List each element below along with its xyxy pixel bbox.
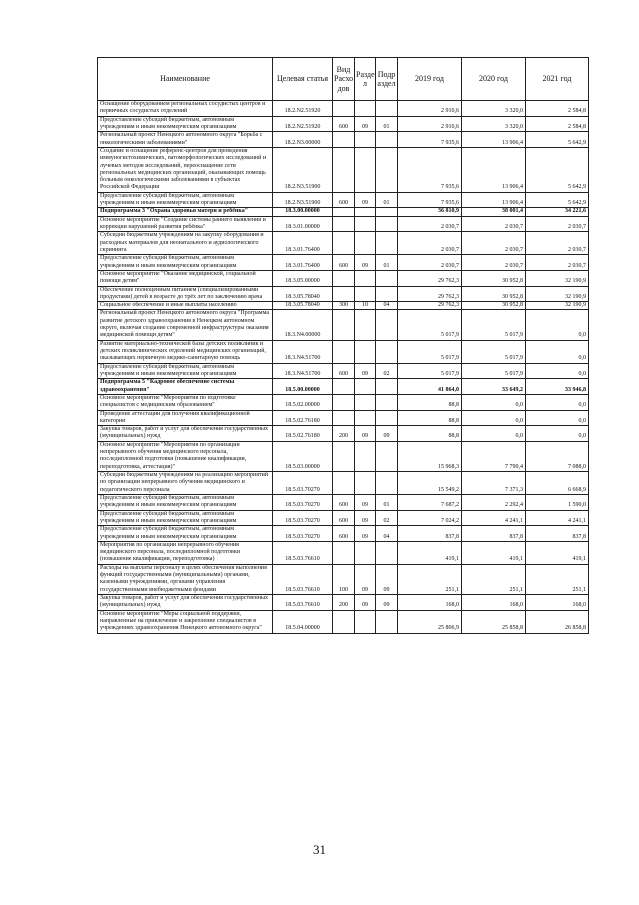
- row-subsection: 01: [376, 494, 398, 510]
- row-expense-type: 600: [333, 192, 355, 208]
- row-value-2019: 41 864,0: [398, 379, 462, 395]
- row-section: 09: [355, 192, 376, 208]
- row-section: [355, 394, 376, 410]
- row-expense-type: [333, 310, 355, 340]
- row-section: 09: [355, 510, 376, 526]
- header-subsection: Подр аздел: [376, 58, 398, 101]
- row-code: 18.3.01.76400: [273, 232, 333, 255]
- row-name: Закупка товаров, работ и услуг для обеспечения государственных (муниципальных) нужд: [98, 426, 273, 442]
- row-code: 18.3.05.00000: [273, 270, 333, 286]
- row-value-2019: 5 017,9: [398, 310, 462, 340]
- row-name: Создание и оснащение референс-центров для проведения иммуногистохимических, патоморфологических исследований и лучевых методов исследований, переоснащение сети региональных медицинских организаций, оказывающих помощь больным онкологическими заболеваниями в субъектах Российской Федерации: [98, 147, 273, 192]
- row-name: Развитие материально-технической базы детских поликлиник и детских поликлинических отделений медицинских организаций, оказывающих первичную медико-санитарную помощь: [98, 340, 273, 363]
- row-value-2019: 251,1: [398, 564, 462, 594]
- row-expense-type: [333, 208, 355, 216]
- row-value-2019: 2 910,6: [398, 101, 462, 117]
- row-value-2019: 419,1: [398, 541, 462, 564]
- row-section: [355, 208, 376, 216]
- row-value-2021: 419,1: [526, 541, 589, 564]
- row-subsection: [376, 441, 398, 471]
- row-value-2021: 0,0: [526, 394, 589, 410]
- table-row: [98, 610, 589, 633]
- row-subsection: [376, 132, 398, 148]
- row-value-2020: 30 952,8: [462, 286, 526, 302]
- row-subsection: [376, 410, 398, 426]
- row-expense-type: 600: [333, 363, 355, 379]
- row-expense-type: [333, 441, 355, 471]
- row-value-2019: 29 762,3: [398, 286, 462, 302]
- row-subsection: [376, 147, 398, 192]
- header-year-2021: 2021 год: [526, 58, 589, 101]
- row-subsection: 09: [376, 426, 398, 442]
- row-code: 18.3.N4.51700: [273, 340, 333, 363]
- row-subsection: [376, 286, 398, 302]
- row-code: 18.5.03.76610: [273, 564, 333, 594]
- table-row: [98, 541, 589, 564]
- row-value-2019: 25 806,9: [398, 610, 462, 633]
- row-section: [355, 310, 376, 340]
- row-value-2019: 837,8: [398, 526, 462, 542]
- table-row: [98, 426, 589, 442]
- row-value-2019: 29 762,3: [398, 302, 462, 310]
- row-subsection: [376, 216, 398, 232]
- row-code: 18.5.03.70270: [273, 526, 333, 542]
- row-section: [355, 379, 376, 395]
- table-row: [98, 255, 589, 271]
- row-value-2020: 4 241,1: [462, 510, 526, 526]
- row-name: Мероприятия по организации непрерывного обучения медицинского персонала, последипломной подготовки (повышение квалификации, переподготовка): [98, 541, 273, 564]
- row-value-2020: 2 030,7: [462, 232, 526, 255]
- table-row: [98, 216, 589, 232]
- row-section: 10: [355, 302, 376, 310]
- row-subsection: 02: [376, 363, 398, 379]
- row-subsection: 09: [376, 595, 398, 611]
- row-value-2019: 88,8: [398, 426, 462, 442]
- row-value-2020: 5 017,9: [462, 310, 526, 340]
- row-value-2020: 13 906,4: [462, 192, 526, 208]
- row-section: 09: [355, 255, 376, 271]
- table-row: [98, 379, 589, 395]
- row-value-2020: 5 017,9: [462, 363, 526, 379]
- row-value-2021: 0,0: [526, 410, 589, 426]
- table-row: [98, 270, 589, 286]
- row-expense-type: [333, 147, 355, 192]
- table-row: [98, 363, 589, 379]
- row-name: Подпрограмма 3 "Охрана здоровья матери и ребёнка": [98, 208, 273, 216]
- row-name: Предоставление субсидий бюджетным, автономным учреждениям и иным некоммерческим организациям: [98, 494, 273, 510]
- row-section: 09: [355, 426, 376, 442]
- row-value-2020: 5 017,9: [462, 340, 526, 363]
- row-section: 09: [355, 116, 376, 132]
- row-subsection: 01: [376, 116, 398, 132]
- row-code: 18.2.N2.51920: [273, 101, 333, 117]
- row-value-2019: 15 968,3: [398, 441, 462, 471]
- row-expense-type: 600: [333, 255, 355, 271]
- row-value-2019: 2 030,7: [398, 232, 462, 255]
- row-expense-type: 600: [333, 494, 355, 510]
- row-value-2021: 1 590,0: [526, 494, 589, 510]
- row-value-2019: 7 024,2: [398, 510, 462, 526]
- row-value-2020: 33 649,2: [462, 379, 526, 395]
- table-row: [98, 208, 589, 216]
- row-value-2020: 0,0: [462, 410, 526, 426]
- row-name: Предоставление субсидий бюджетным, автономным учреждениям и иным некоммерческим организациям: [98, 363, 273, 379]
- row-value-2020: 7 790,4: [462, 441, 526, 471]
- row-value-2019: 2 030,7: [398, 255, 462, 271]
- row-expense-type: 200: [333, 426, 355, 442]
- row-subsection: 04: [376, 526, 398, 542]
- row-code: 18.5.03.00000: [273, 441, 333, 471]
- header-year-2020: 2020 год: [462, 58, 526, 101]
- row-value-2021: 168,0: [526, 595, 589, 611]
- header-name: Наименование: [98, 58, 273, 101]
- table-header-row: [98, 58, 589, 101]
- row-value-2021: 4 241,1: [526, 510, 589, 526]
- row-value-2020: 251,1: [462, 564, 526, 594]
- table-row: [98, 494, 589, 510]
- row-value-2021: 2 030,7: [526, 216, 589, 232]
- row-value-2020: 0,0: [462, 426, 526, 442]
- row-value-2019: 36 810,9: [398, 208, 462, 216]
- row-value-2020: 837,8: [462, 526, 526, 542]
- row-code: 18.3.N4.51700: [273, 363, 333, 379]
- row-expense-type: 300: [333, 302, 355, 310]
- row-value-2019: 5 017,9: [398, 340, 462, 363]
- row-value-2019: 5 017,9: [398, 363, 462, 379]
- row-expense-type: [333, 610, 355, 633]
- row-section: [355, 472, 376, 495]
- row-expense-type: [333, 472, 355, 495]
- table-row: [98, 410, 589, 426]
- table-row: [98, 340, 589, 363]
- row-expense-type: [333, 340, 355, 363]
- row-section: [355, 147, 376, 192]
- row-expense-type: [333, 132, 355, 148]
- row-value-2020: 2 292,4: [462, 494, 526, 510]
- row-subsection: 09: [376, 564, 398, 594]
- row-value-2020: 30 952,8: [462, 302, 526, 310]
- row-section: 09: [355, 564, 376, 594]
- row-subsection: [376, 270, 398, 286]
- row-value-2020: 0,0: [462, 394, 526, 410]
- row-value-2020: 38 001,4: [462, 208, 526, 216]
- row-value-2019: 2 030,7: [398, 216, 462, 232]
- row-value-2020: 419,1: [462, 541, 526, 564]
- row-expense-type: [333, 270, 355, 286]
- row-name: Подпрограмма 5 "Кадровое обеспечение системы здравоохранения": [98, 379, 273, 395]
- row-section: [355, 610, 376, 633]
- row-expense-type: [333, 379, 355, 395]
- row-subsection: [376, 394, 398, 410]
- row-value-2021: 6 668,9: [526, 472, 589, 495]
- row-code: 18.2.N3.51900: [273, 147, 333, 192]
- row-expense-type: [333, 541, 355, 564]
- row-code: 18.2.N3.00000: [273, 132, 333, 148]
- row-name: Субсидии бюджетным учреждениям на реализацию мероприятий по организации непрерывного обучения медицинского и педагогического персонала: [98, 472, 273, 495]
- row-value-2021: 7 088,0: [526, 441, 589, 471]
- row-subsection: 04: [376, 302, 398, 310]
- row-section: [355, 541, 376, 564]
- row-section: 09: [355, 363, 376, 379]
- row-section: [355, 410, 376, 426]
- row-expense-type: 100: [333, 564, 355, 594]
- page-number: 31: [313, 842, 326, 857]
- row-expense-type: 200: [333, 595, 355, 611]
- row-name: Основное мероприятие "Создание системы раннего выявления и коррекции нарушений развития ребёнка": [98, 216, 273, 232]
- row-value-2021: 2 584,8: [526, 116, 589, 132]
- table-row: [98, 192, 589, 208]
- row-expense-type: [333, 101, 355, 117]
- row-name: Основное мероприятие "Мероприятия по подготовке специалистов с медицинским образованием": [98, 394, 273, 410]
- row-value-2020: 168,0: [462, 595, 526, 611]
- table-row: [98, 510, 589, 526]
- row-subsection: 02: [376, 510, 398, 526]
- row-value-2021: 5 642,9: [526, 192, 589, 208]
- row-value-2021: 0,0: [526, 310, 589, 340]
- row-name: Основное мероприятие "Оказание медицинской, социальной помощи детям": [98, 270, 273, 286]
- row-code: 18.3.01.76400: [273, 255, 333, 271]
- row-value-2020: 25 858,8: [462, 610, 526, 633]
- row-subsection: [376, 232, 398, 255]
- row-expense-type: 600: [333, 510, 355, 526]
- row-section: [355, 101, 376, 117]
- row-name: Закупка товаров, работ и услуг для обеспечения государственных (муниципальных) нужд: [98, 595, 273, 611]
- row-value-2019: 2 910,6: [398, 116, 462, 132]
- table-row: [98, 147, 589, 192]
- row-subsection: 01: [376, 255, 398, 271]
- row-expense-type: [333, 394, 355, 410]
- row-value-2021: 34 221,6: [526, 208, 589, 216]
- table-row: [98, 232, 589, 255]
- table-row: [98, 441, 589, 471]
- row-name: Субсидии бюджетным учреждениям на закупку оборудования и расходных материалов для неонатального и аудиологического скрининга: [98, 232, 273, 255]
- row-value-2021: 837,8: [526, 526, 589, 542]
- header-year-2019: 2019 год: [398, 58, 462, 101]
- row-expense-type: [333, 232, 355, 255]
- row-subsection: [376, 310, 398, 340]
- table-row: [98, 101, 589, 117]
- row-code: 18.5.02.00000: [273, 394, 333, 410]
- header-expense-type: Вид Расхо дов: [333, 58, 355, 101]
- row-section: [355, 216, 376, 232]
- row-section: [355, 286, 376, 302]
- row-value-2021: 251,1: [526, 564, 589, 594]
- row-name: Предоставление субсидий бюджетным, автономным учреждениям и иным некоммерческим организациям: [98, 255, 273, 271]
- row-code: 18.5.02.76180: [273, 410, 333, 426]
- row-value-2021: 32 190,9: [526, 302, 589, 310]
- row-value-2019: 7 935,6: [398, 132, 462, 148]
- row-code: 18.5.03.76610: [273, 595, 333, 611]
- row-subsection: 01: [376, 192, 398, 208]
- row-code: 18.5.03.70270: [273, 472, 333, 495]
- row-code: 18.3.N4.00000: [273, 310, 333, 340]
- row-value-2021: 2 030,7: [526, 255, 589, 271]
- row-name: Социальное обеспечение и иные выплаты населению: [98, 302, 273, 310]
- row-name: Оснащение оборудованием региональных сосудистых центров и первичных сосудистых отделений: [98, 101, 273, 117]
- row-expense-type: [333, 286, 355, 302]
- row-value-2019: 88,8: [398, 410, 462, 426]
- row-value-2020: 2 030,7: [462, 255, 526, 271]
- table-row: [98, 526, 589, 542]
- row-section: [355, 232, 376, 255]
- row-value-2021: 2 584,8: [526, 101, 589, 117]
- row-subsection: [376, 379, 398, 395]
- row-subsection: [376, 101, 398, 117]
- row-value-2021: 2 030,7: [526, 232, 589, 255]
- row-value-2019: 168,0: [398, 595, 462, 611]
- header-code: Целевая статья: [273, 58, 333, 101]
- row-code: 18.2.N2.51920: [273, 116, 333, 132]
- row-subsection: [376, 340, 398, 363]
- row-name: Региональный проект Ненецкого автономного округа "Программа развитие детского здравоохранения в Ненецком автономном округе, включая создание современной инфраструктуры оказания медицинской помощи детям": [98, 310, 273, 340]
- row-name: Обеспечение полноценным питанием (специализированными продуктами) детей в возрасте до трёх лет по заключению врача: [98, 286, 273, 302]
- row-subsection: [376, 208, 398, 216]
- table-row: [98, 286, 589, 302]
- row-code: 18.3.01.00000: [273, 216, 333, 232]
- row-subsection: [376, 610, 398, 633]
- row-value-2021: 0,0: [526, 363, 589, 379]
- row-value-2020: 2 030,7: [462, 216, 526, 232]
- row-value-2020: 13 906,4: [462, 132, 526, 148]
- row-name: Предоставление субсидий бюджетным, автономным учреждениям и иным некоммерческим организациям: [98, 526, 273, 542]
- row-value-2019: 29 762,3: [398, 270, 462, 286]
- row-value-2019: 7 687,2: [398, 494, 462, 510]
- budget-table: [97, 57, 589, 634]
- row-value-2019: 88,8: [398, 394, 462, 410]
- table-row: [98, 302, 589, 310]
- row-value-2021: 5 642,9: [526, 147, 589, 192]
- row-value-2021: 32 190,9: [526, 270, 589, 286]
- row-value-2021: 5 642,9: [526, 132, 589, 148]
- row-section: [355, 132, 376, 148]
- row-code: 18.5.04.00000: [273, 610, 333, 633]
- row-name: Предоставление субсидий бюджетным, автономным учреждениям и иным некоммерческим организациям: [98, 510, 273, 526]
- row-value-2020: 3 320,0: [462, 116, 526, 132]
- row-name: Основное мероприятие "Мероприятия по организации непрерывного обучения медицинского персонала, последипломной подготовки (повышение квалификации, переподготовка, аттестация)": [98, 441, 273, 471]
- row-code: 18.5.03.76610: [273, 541, 333, 564]
- row-code: 18.3.05.78040: [273, 302, 333, 310]
- row-subsection: [376, 541, 398, 564]
- table-row: [98, 132, 589, 148]
- table-row: [98, 394, 589, 410]
- table-row: [98, 595, 589, 611]
- row-value-2020: 30 952,8: [462, 270, 526, 286]
- row-section: [355, 441, 376, 471]
- row-code: 18.3.00.00000: [273, 208, 333, 216]
- row-section: 09: [355, 526, 376, 542]
- row-name: Региональный проект Ненецкого автономного округа "Борьба с онкологическими заболеваниями": [98, 132, 273, 148]
- row-value-2021: 32 190,9: [526, 286, 589, 302]
- row-name: Основное мероприятие "Меры социальной поддержки, направленные на привлечение и закрепление специалистов в учреждениях здравоохранения Ненецкого автономного округа": [98, 610, 273, 633]
- row-name: Предоставление субсидий бюджетным, автономным учреждениям и иным некоммерческим организациям: [98, 116, 273, 132]
- row-code: 18.5.02.76180: [273, 426, 333, 442]
- row-value-2019: 15 549,2: [398, 472, 462, 495]
- row-expense-type: 600: [333, 116, 355, 132]
- row-value-2020: 3 320,0: [462, 101, 526, 117]
- row-code: 18.5.03.70270: [273, 510, 333, 526]
- table-row: [98, 310, 589, 340]
- row-section: [355, 270, 376, 286]
- row-value-2021: 33 946,8: [526, 379, 589, 395]
- row-code: 18.2.N3.51900: [273, 192, 333, 208]
- row-name: Предоставление субсидий бюджетным, автономным учреждениям и иным некоммерческим организациям: [98, 192, 273, 208]
- row-expense-type: [333, 216, 355, 232]
- row-value-2019: 7 935,6: [398, 192, 462, 208]
- row-value-2020: 7 371,3: [462, 472, 526, 495]
- table-row: [98, 116, 589, 132]
- row-code: 18.3.05.78040: [273, 286, 333, 302]
- row-section: [355, 340, 376, 363]
- row-value-2020: 13 906,4: [462, 147, 526, 192]
- row-name: Проведение аттестации для получения квалификационной категории: [98, 410, 273, 426]
- row-value-2021: 0,0: [526, 340, 589, 363]
- header-section: Разде л: [355, 58, 376, 101]
- table-row: [98, 564, 589, 594]
- row-code: 18.5.03.70270: [273, 494, 333, 510]
- row-value-2021: 26 858,8: [526, 610, 589, 633]
- row-section: 09: [355, 494, 376, 510]
- row-expense-type: [333, 410, 355, 426]
- row-value-2019: 7 935,6: [398, 147, 462, 192]
- row-section: 09: [355, 595, 376, 611]
- row-expense-type: 600: [333, 526, 355, 542]
- table-row: [98, 472, 589, 495]
- row-name: Расходы на выплаты персоналу в целях обеспечения выполнения функций государственными (муниципальными) органами, казенными учреждениями, органами управления государственными внебюджетными фондами: [98, 564, 273, 594]
- row-code: 18.5.00.00000: [273, 379, 333, 395]
- row-subsection: [376, 472, 398, 495]
- row-value-2021: 0,0: [526, 426, 589, 442]
